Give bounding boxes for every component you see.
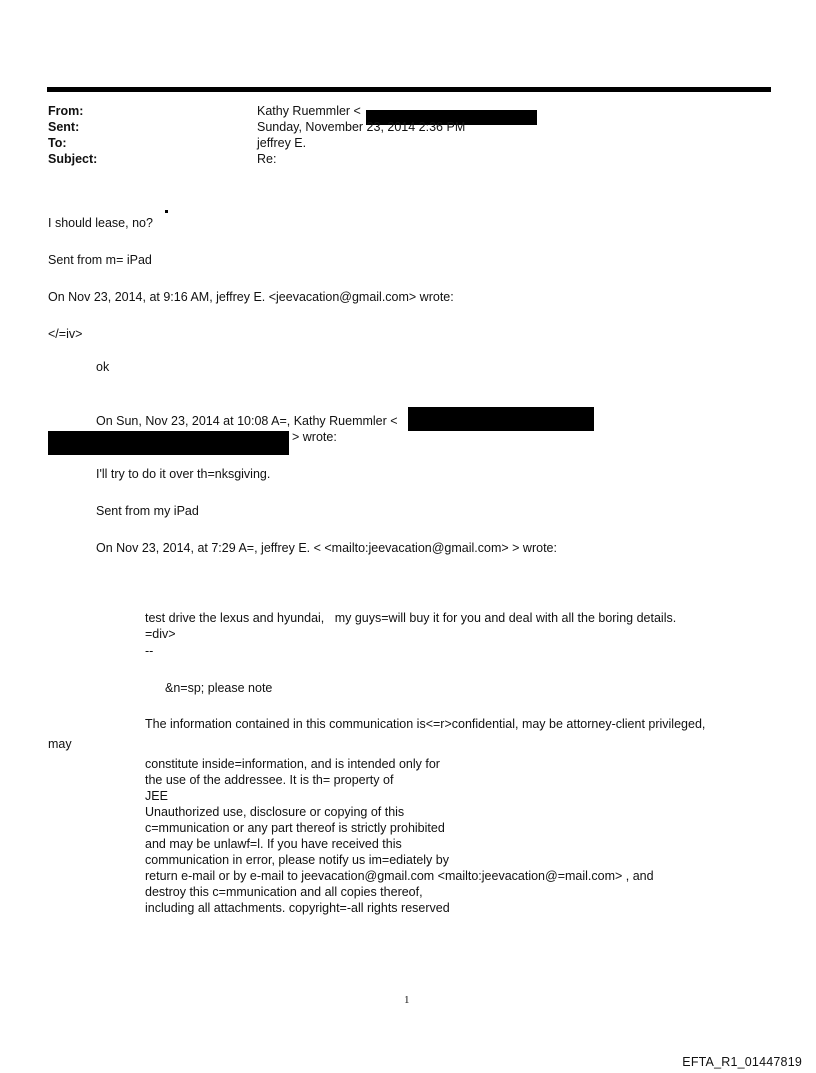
disclaimer-line: constitute inside=information, and is intended only for <box>145 757 440 771</box>
disclaimer-line: including all attachments. copyright=-all rights reserved <box>145 901 450 915</box>
disclaimer-line: may <box>48 737 72 751</box>
body-line: test drive the lexus and hyundai, my guys=will buy it for you and deal with all the boring details. <box>145 611 677 625</box>
quote-header: On Sun, Nov 23, 2014 at 10:08 A=, Kathy Ruemmler < <box>96 414 398 428</box>
sent-value: Sunday, November 23, 2014 2:36 PM <box>257 120 466 134</box>
body-line: On Nov 23, 2014, at 9:16 AM, jeffrey E. <jeevacation@gmail.com> wrote: <box>48 290 454 304</box>
disclaimer-line: return e-mail or by e-mail to jeevacation@gmail.com <mailto:jeevacation@=mail.com> , and <box>145 869 654 883</box>
disclaimer-line: and may be unlawf=l. If you have received this <box>145 837 402 851</box>
header-rule <box>47 87 771 92</box>
quote-header: On Nov 23, 2014, at 7:29 A=, jeffrey E. < <mailto:jeevacation@gmail.com> > wrote: <box>96 541 557 555</box>
subject-value: Re: <box>257 152 277 166</box>
from-value: Kathy Ruemmler < <box>257 104 361 118</box>
stray-dot <box>165 210 168 213</box>
disclaimer-line: JEE <box>145 789 168 803</box>
quote-header: > wrote: <box>292 430 337 444</box>
body-line: I'll try to do it over th=nksgiving. <box>96 467 271 481</box>
disclaimer-line: Unauthorized use, disclosure or copying of this <box>145 805 405 819</box>
disclaimer-line: communication in error, please notify us im=ediately by <box>145 853 449 867</box>
body-line: Sent from m= iPad <box>48 253 152 267</box>
subject-label: Subject: <box>48 152 98 166</box>
page-number: 1 <box>404 994 410 1006</box>
from-label: From: <box>48 104 84 118</box>
body-line: &n=sp; please note <box>165 681 273 695</box>
body-line: </=iv> <box>48 327 83 341</box>
disclaimer-line: c=mmunication or any part thereof is strictly prohibited <box>145 821 445 835</box>
body-line: I should lease, no? <box>48 216 153 230</box>
disclaimer-line: the use of the addressee. It is th= property of <box>145 773 394 787</box>
body-line: Sent from my iPad <box>96 504 199 518</box>
disclaimer-line: The information contained in this communication is<=r>confidential, may be attorney-client privileged, <box>145 717 706 731</box>
redaction <box>408 407 594 431</box>
to-label: To: <box>48 136 67 150</box>
body-line: ok <box>96 360 110 374</box>
disclaimer-line: destroy this c=mmunication and all copies thereof, <box>145 885 423 899</box>
body-line: =div> <box>145 627 176 641</box>
redaction <box>48 431 289 455</box>
to-value: jeffrey E. <box>257 136 307 150</box>
sent-label: Sent: <box>48 120 80 134</box>
document-id: EFTA_R1_01447819 <box>682 1055 802 1069</box>
body-line: -- <box>145 644 154 658</box>
